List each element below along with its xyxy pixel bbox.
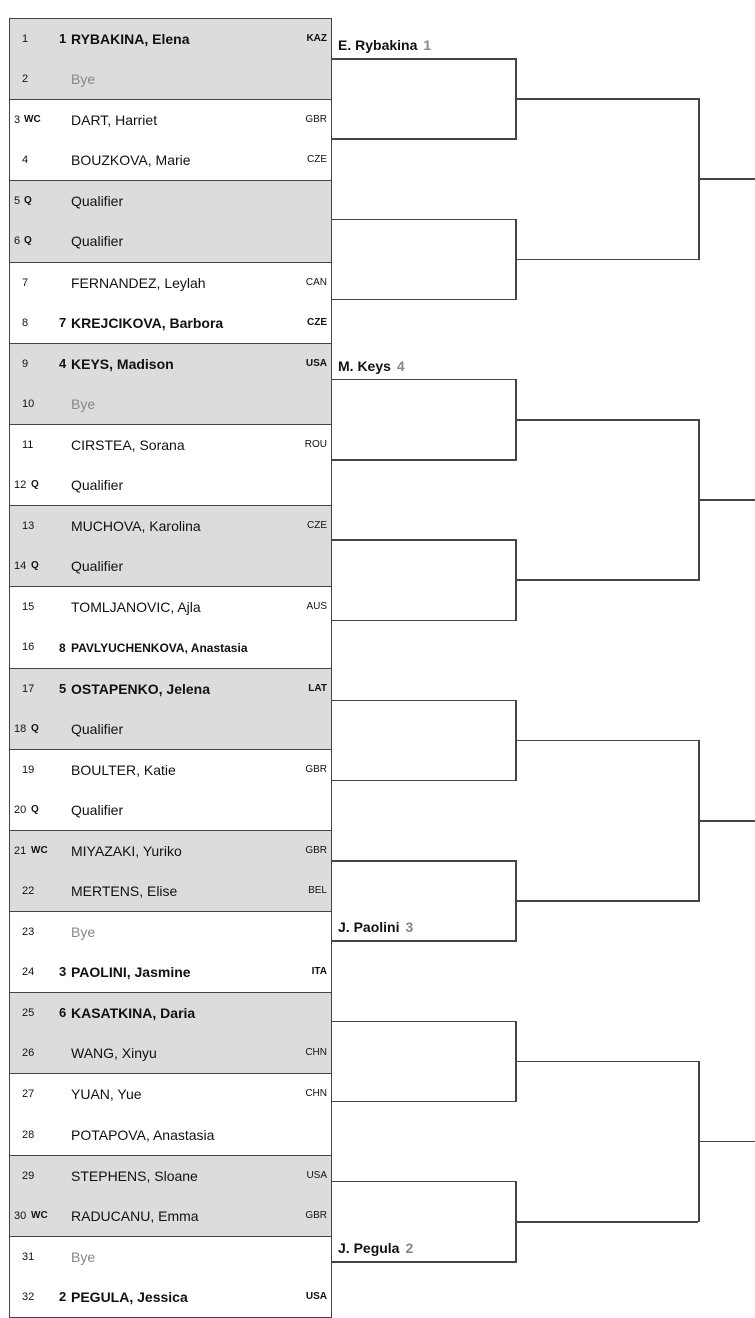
draw-position: 14: [14, 560, 27, 573]
match-pair: [9, 263, 332, 344]
player-name: Qualifier: [71, 233, 124, 250]
nationality: USA: [305, 357, 327, 369]
player-name: TOMLJANOVIC, Ajla: [71, 599, 201, 616]
player-name: OSTAPENKO, Jelena: [71, 680, 211, 697]
draw-position: 4: [22, 154, 29, 167]
nationality: CHN: [305, 1088, 327, 1100]
player-name: RADUCANU, Emma: [71, 1207, 199, 1224]
player-name: Bye: [71, 395, 96, 412]
draw-row[interactable]: [10, 831, 331, 871]
bracket-line: [332, 539, 515, 541]
bracket-line: [698, 499, 755, 501]
draw-position: 15: [22, 601, 35, 614]
match-pair: [9, 831, 332, 912]
draw-position: 21: [14, 844, 27, 857]
draw-position: 16: [22, 641, 35, 654]
nationality: ROU: [304, 438, 327, 450]
draw-position: 19: [22, 763, 35, 776]
entry-tag: WC: [24, 114, 41, 126]
player-name: BOUZKOVA, Marie: [71, 152, 191, 169]
bracket-line: [332, 299, 515, 301]
player-name: PEGULA, Jessica: [71, 1288, 188, 1305]
draw-position: 26: [22, 1047, 35, 1060]
player-name: RYBAKINA, Elena: [71, 31, 190, 47]
nationality: USA: [306, 1169, 327, 1181]
nationality: AUS: [306, 601, 327, 613]
nationality: KAZ: [306, 33, 327, 44]
match-pair: [9, 1237, 332, 1318]
player-name: MUCHOVA, Karolina: [71, 518, 201, 535]
player-name: CIRSTEA, Sorana: [71, 436, 185, 453]
player-name: STEPHENS, Sloane: [71, 1167, 198, 1184]
bracket-line: [515, 98, 698, 100]
match-pair: [9, 669, 332, 750]
bracket-line: [332, 940, 515, 942]
bracket-line: [332, 700, 515, 702]
player-name: Qualifier: [71, 801, 124, 818]
bracket-line: [515, 259, 698, 261]
bracket-line: [515, 579, 698, 581]
bracket-line: [332, 780, 515, 782]
draw-row[interactable]: [10, 871, 331, 911]
player-name: Qualifier: [71, 193, 124, 210]
match-pair: [9, 18, 332, 100]
draw-row[interactable]: [10, 59, 331, 99]
draw-row[interactable]: [10, 627, 331, 667]
seed-number: 3: [59, 964, 67, 980]
player-name: MIYAZAKI, Yuriko: [71, 842, 182, 859]
draw-position: 32: [22, 1290, 35, 1303]
draw-row[interactable]: [10, 181, 331, 221]
player-name: Qualifier: [71, 477, 124, 494]
match-pair: [9, 344, 332, 425]
draw-position: 2: [22, 73, 29, 86]
draw-position: 27: [22, 1088, 35, 1101]
nationality: GBR: [305, 763, 327, 775]
nationality: CAN: [305, 276, 327, 288]
round2-winner[interactable]: [338, 37, 431, 53]
player-name: YUAN, Yue: [71, 1086, 142, 1103]
player-name: BOULTER, Katie: [71, 761, 176, 778]
nationality: CHN: [305, 1047, 327, 1059]
bracket-line: [515, 419, 698, 421]
draw-row[interactable]: [10, 425, 331, 465]
draw-position: 24: [22, 966, 35, 979]
draw-row[interactable]: [10, 750, 331, 790]
entry-tag: Q: [31, 803, 39, 815]
player-name: KASATKINA, Daria: [71, 1005, 196, 1022]
player-name: Qualifier: [71, 558, 124, 575]
entry-tag: Q: [31, 722, 39, 734]
draw-row[interactable]: [10, 1033, 331, 1073]
nationality: CZE: [307, 316, 327, 328]
draw-position: 8: [22, 316, 29, 329]
draw-row[interactable]: [10, 912, 331, 952]
nationality: GBR: [305, 844, 327, 856]
player-name: Bye: [71, 1248, 96, 1265]
entry-tag: WC: [31, 1209, 48, 1221]
draw-row[interactable]: [10, 303, 331, 343]
nationality: GBR: [305, 114, 327, 126]
nationality: CZE: [307, 154, 327, 166]
draw-position: 12: [14, 479, 27, 492]
entry-tag: Q: [31, 479, 39, 491]
draw-position: 17: [22, 682, 35, 695]
player-name: DART, Harriet: [71, 112, 158, 129]
entry-tag: Q: [24, 195, 32, 207]
match-pair: [9, 587, 332, 668]
draw-row[interactable]: [10, 1277, 331, 1317]
player-name: MERTENS, Elise: [71, 882, 178, 899]
draw-position: 3: [14, 114, 21, 127]
bracket-line: [332, 1021, 515, 1023]
winner-seed: 1: [423, 37, 432, 54]
match-pair: [9, 425, 332, 506]
bracket-line: [515, 1221, 698, 1223]
match-pair: [9, 1156, 332, 1237]
seed-number: 4: [59, 355, 67, 371]
player-name: Bye: [71, 71, 96, 88]
nationality: ITA: [311, 966, 327, 978]
bracket-line: [332, 138, 515, 140]
draw-position: 11: [22, 438, 34, 451]
draw-position: 31: [22, 1250, 35, 1263]
bracket-line: [332, 379, 515, 381]
draw-position: 29: [22, 1169, 35, 1182]
draw-position: 7: [22, 276, 29, 289]
winner-name: J. Pegula: [338, 1240, 400, 1257]
draw-row[interactable]: [10, 1156, 331, 1196]
draw-row[interactable]: [10, 952, 331, 992]
player-name: POTAPOVA, Anastasia: [71, 1126, 215, 1143]
draw-row[interactable]: [10, 669, 331, 709]
match-pair: [9, 100, 332, 181]
match-pair: [9, 750, 332, 831]
entry-tag: WC: [31, 844, 48, 856]
bracket-line: [332, 459, 515, 461]
bracket-line: [515, 740, 698, 742]
bracket-line: [332, 219, 515, 221]
draw-position: 22: [22, 884, 35, 897]
bracket-line: [332, 620, 515, 622]
draw-row[interactable]: [10, 709, 331, 749]
bracket-line: [515, 1061, 698, 1063]
bracket-line: [515, 900, 698, 902]
seed-number: 5: [59, 680, 67, 696]
draw-row[interactable]: [10, 384, 331, 424]
seed-number: 7: [59, 314, 67, 330]
player-name: Bye: [71, 924, 96, 941]
draw-position: 30: [14, 1209, 27, 1222]
nationality: USA: [305, 1290, 327, 1302]
bracket-line: [332, 58, 515, 60]
player-name: PAOLINI, Jasmine: [71, 964, 191, 981]
round2-winner[interactable]: [338, 1240, 413, 1256]
match-pair: [9, 181, 332, 262]
player-name: KEYS, Madison: [71, 355, 174, 372]
nationality: BEL: [308, 884, 327, 896]
seed-number: 6: [59, 1005, 67, 1021]
draw-row[interactable]: [10, 140, 331, 180]
bracket-line: [332, 1261, 515, 1263]
draw-position: 18: [14, 722, 27, 735]
match-pair: [9, 912, 332, 993]
player-name: WANG, Xinyu: [71, 1045, 157, 1062]
bracket-line: [332, 1101, 515, 1103]
round2-winner[interactable]: [338, 919, 413, 935]
nationality: CZE: [307, 520, 327, 532]
draw-row[interactable]: [10, 263, 331, 303]
draw-row[interactable]: [10, 221, 331, 261]
draw-row[interactable]: [10, 1115, 331, 1155]
seed-number: 2: [59, 1288, 67, 1304]
draw-position: 5: [14, 195, 21, 208]
winner-seed: 3: [405, 919, 414, 936]
winner-seed: 2: [405, 1240, 414, 1257]
entry-tag: Q: [24, 235, 32, 247]
winner-seed: 4: [396, 357, 405, 374]
draw-position: 6: [14, 235, 21, 248]
draw-row[interactable]: [10, 1237, 331, 1277]
seed-number: 1: [59, 31, 67, 46]
nationality: LAT: [308, 682, 327, 694]
winner-name: M. Keys: [338, 357, 391, 374]
draw-position: 13: [22, 520, 35, 533]
draw-row[interactable]: [10, 790, 331, 830]
draw-row[interactable]: [10, 344, 331, 384]
winner-name: J. Paolini: [338, 919, 400, 936]
draw-row[interactable]: [10, 587, 331, 627]
bracket-line: [332, 1181, 515, 1183]
round2-winner[interactable]: [338, 358, 405, 374]
draw-position: 25: [22, 1007, 35, 1020]
seed-number: 8: [59, 641, 66, 656]
match-pair: [9, 1074, 332, 1155]
draw-row[interactable]: [10, 993, 331, 1033]
draw-row[interactable]: [10, 1074, 331, 1114]
entry-tag: Q: [31, 560, 39, 572]
draw-position: 23: [22, 926, 35, 939]
match-pair: [9, 993, 332, 1074]
draw-row[interactable]: [10, 465, 331, 505]
draw-row[interactable]: [10, 1196, 331, 1236]
nationality: GBR: [305, 1209, 327, 1221]
bracket-line: [332, 860, 515, 862]
bracket-line: [698, 820, 755, 822]
draw-position: 9: [22, 357, 29, 370]
bracket-line: [698, 1141, 755, 1143]
player-name: FERNANDEZ, Leylah: [71, 274, 206, 291]
draw-position: 10: [22, 397, 35, 410]
draw-row[interactable]: [10, 100, 331, 140]
match-pair: [9, 506, 332, 587]
bracket-line: [698, 178, 755, 180]
draw-row[interactable]: [10, 19, 331, 59]
draw-position: 1: [22, 33, 29, 45]
draw-position: 20: [14, 803, 27, 816]
draw-sheet: [9, 18, 332, 1318]
player-name: PAVLYUCHENKOVA, Anastasia: [71, 641, 248, 656]
player-name: Qualifier: [71, 720, 124, 737]
player-name: KREJCIKOVA, Barbora: [71, 314, 224, 331]
draw-row[interactable]: [10, 546, 331, 586]
draw-position: 28: [22, 1128, 35, 1141]
draw-row[interactable]: [10, 506, 331, 546]
winner-name: E. Rybakina: [338, 37, 418, 54]
